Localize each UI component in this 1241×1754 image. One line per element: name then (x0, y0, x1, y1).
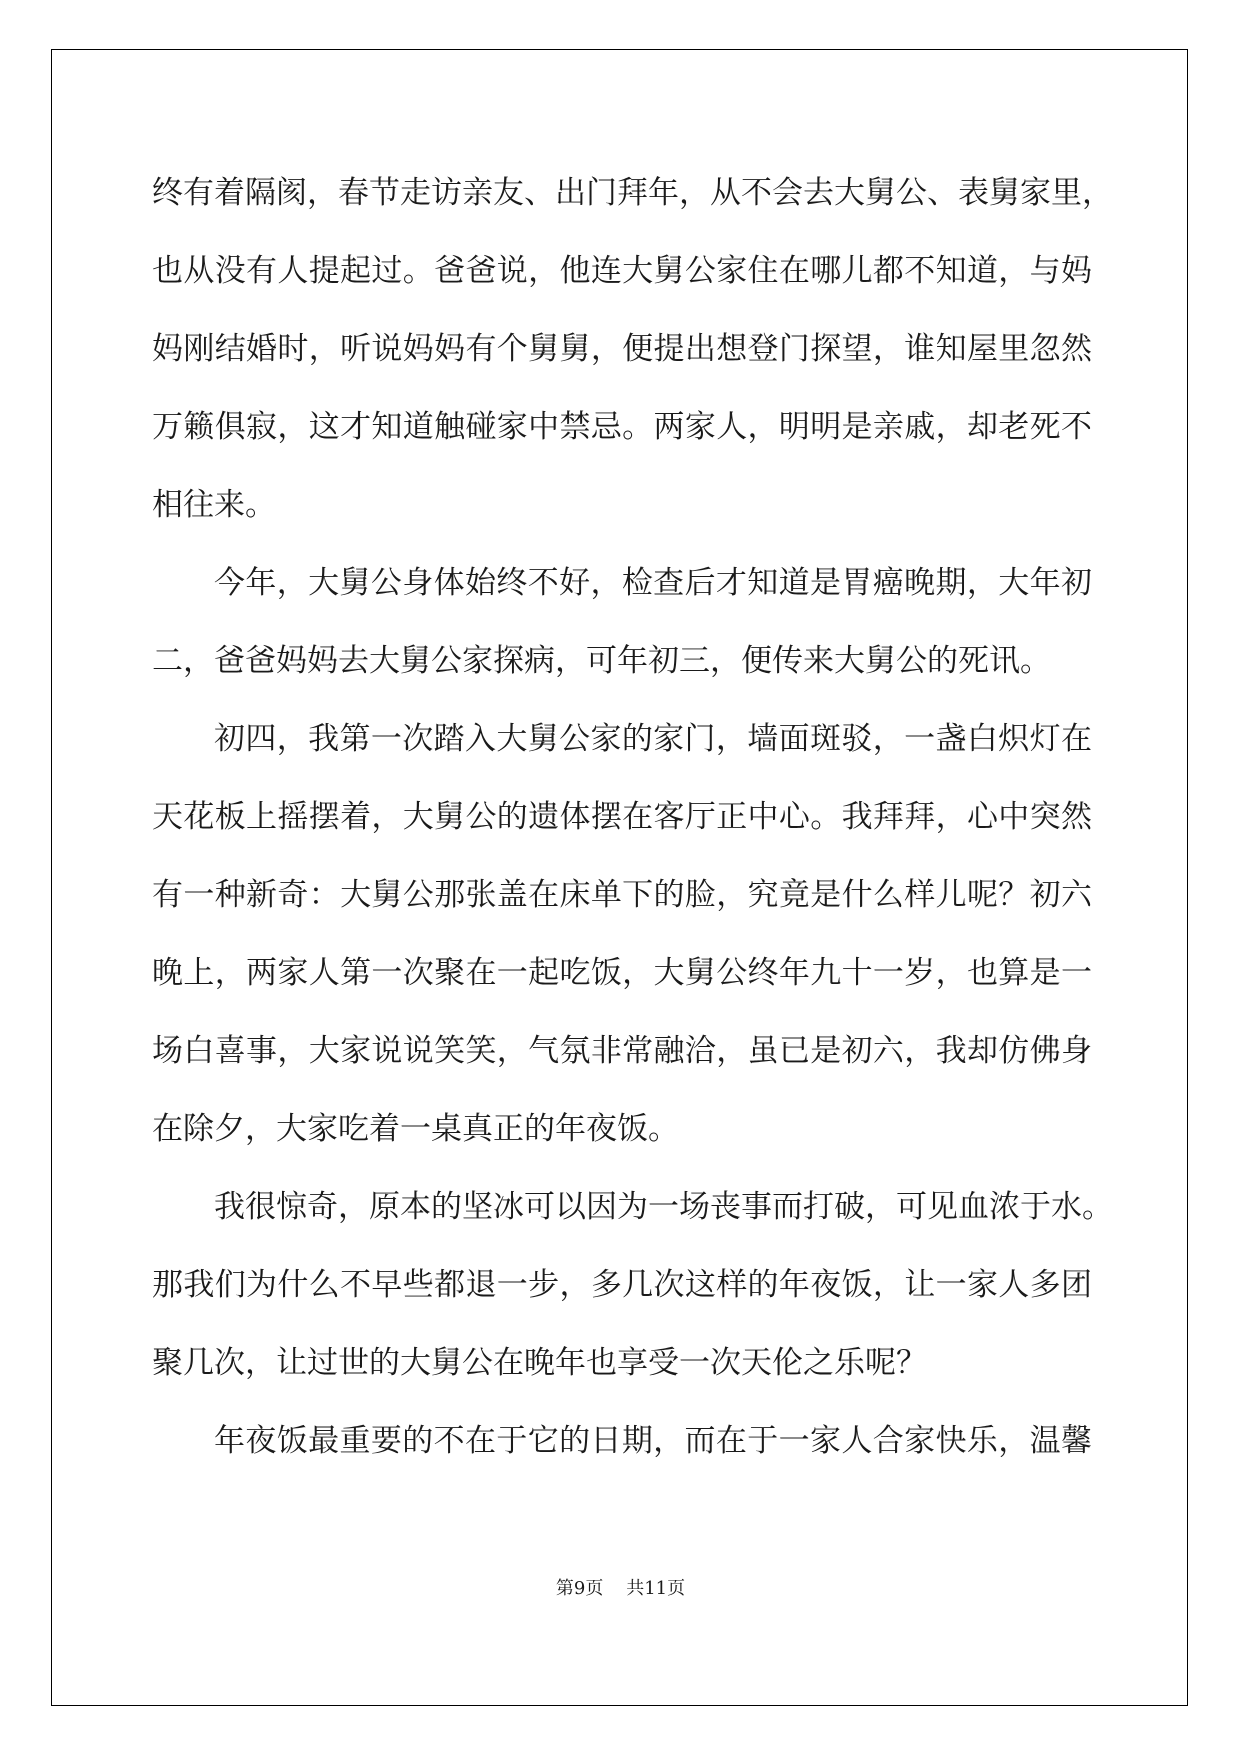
text-line: 有一种新奇：大舅公那张盖在床单下的脸，究竟是什么样儿呢？初六 (152, 877, 1092, 913)
text-line: 也从没有人提起过。爸爸说，他连大舅公家住在哪儿都不知道，与妈 (152, 253, 1092, 289)
paragraph-first-line: 初四，我第一次踏入大舅公家的家门，墙面斑驳，一盏白炽灯在 (214, 721, 1092, 757)
paragraph-first-line: 年夜饭最重要的不在于它的日期，而在于一家人合家快乐，温馨 (214, 1423, 1092, 1459)
text-line: 聚几次，让过世的大舅公在晚年也享受一次天伦之乐呢？ (152, 1345, 927, 1381)
text-line: 场白喜事，大家说说笑笑，气氛非常融洽，虽已是初六，我却仿佛身 (152, 1033, 1092, 1069)
paragraph-first-line: 我很惊奇，原本的坚冰可以因为一场丧事而打破，可见血浓于水。 (214, 1189, 1113, 1225)
text-line: 天花板上摇摆着，大舅公的遗体摆在客厅正中心。我拜拜，心中突然 (152, 799, 1092, 835)
page-total: 共11页 (626, 1578, 686, 1599)
text-line: 二，爸爸妈妈去大舅公家探病，可年初三，便传来大舅公的死讯。 (152, 643, 1051, 679)
text-line: 相往来。 (152, 487, 276, 523)
text-line: 万籁俱寂，这才知道触碰家中禁忌。两家人，明明是亲戚，却老死不 (152, 409, 1092, 445)
text-line: 妈刚结婚时，听说妈妈有个舅舅，便提出想登门探望，谁知屋里忽然 (152, 331, 1092, 367)
page-footer (0, 1574, 1241, 1600)
text-line: 在除夕，大家吃着一桌真正的年夜饭。 (152, 1111, 679, 1147)
page-number: 第9页 (555, 1578, 604, 1599)
text-line: 那我们为什么不早些都退一步，多几次这样的年夜饭，让一家人多团 (152, 1267, 1092, 1303)
text-line: 终有着隔阂，春节走访亲友、出门拜年，从不会去大舅公、表舅家里， (152, 175, 1113, 211)
paragraph-first-line: 今年，大舅公身体始终不好，检查后才知道是胃癌晚期，大年初 (214, 565, 1092, 601)
text-line: 晚上，两家人第一次聚在一起吃饭，大舅公终年九十一岁，也算是一 (152, 955, 1092, 991)
